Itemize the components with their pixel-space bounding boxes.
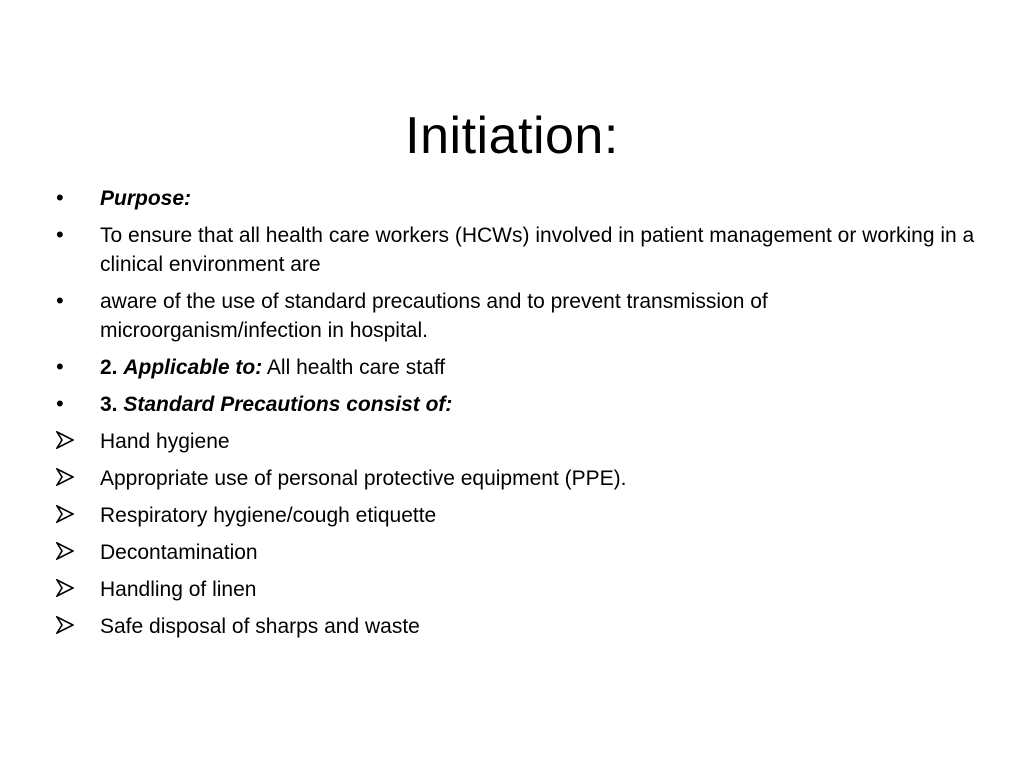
item-text: Hand hygiene xyxy=(100,430,230,453)
item-number: 2. xyxy=(100,356,118,379)
item-text: Handling of linen xyxy=(100,578,257,601)
list-item xyxy=(56,184,976,213)
bullet-dot-icon: • xyxy=(56,222,64,247)
list-item xyxy=(56,221,976,279)
bullet-dot-icon: • xyxy=(56,185,64,210)
bullet-dot-icon: • xyxy=(56,288,64,313)
item-emphasis: Standard Precautions consist of: xyxy=(123,393,453,416)
arrow-bullet-icon xyxy=(56,575,84,597)
item-emphasis: Purpose: xyxy=(100,187,192,210)
item-emphasis: Applicable to: xyxy=(123,356,263,379)
slide-title: Initiation: xyxy=(405,106,619,165)
item-text: Decontamination xyxy=(100,541,258,564)
arrow-bullet-icon xyxy=(56,464,84,486)
arrow-bullet-icon xyxy=(56,427,84,449)
list-item xyxy=(56,575,976,604)
item-text: Respiratory hygiene/cough etiquette xyxy=(100,504,437,527)
bullet-dot-icon: • xyxy=(56,391,64,416)
item-text: Appropriate use of personal protective equipment (PPE). xyxy=(100,467,627,490)
list-item xyxy=(56,464,976,493)
list-item xyxy=(56,612,976,641)
item-text: aware of the use of standard precautions and to prevent transmission of microorganism/infection in hospital. xyxy=(100,290,768,342)
bullet-list xyxy=(56,184,976,649)
item-text: To ensure that all health care workers (HCWs) involved in patient management or working in a clinical environment are xyxy=(100,224,975,276)
list-item xyxy=(56,353,976,382)
arrow-bullet-icon xyxy=(56,538,84,560)
arrow-bullet-icon xyxy=(56,501,84,523)
arrow-bullet-icon xyxy=(56,612,84,634)
list-item xyxy=(56,427,976,456)
item-text: All health care staff xyxy=(266,356,446,379)
bullet-dot-icon: • xyxy=(56,354,64,379)
list-item xyxy=(56,287,976,345)
item-number: 3. xyxy=(100,393,118,416)
item-text: Safe disposal of sharps and waste xyxy=(100,615,420,638)
list-item xyxy=(56,538,976,567)
list-item xyxy=(56,501,976,530)
list-item xyxy=(56,390,976,419)
